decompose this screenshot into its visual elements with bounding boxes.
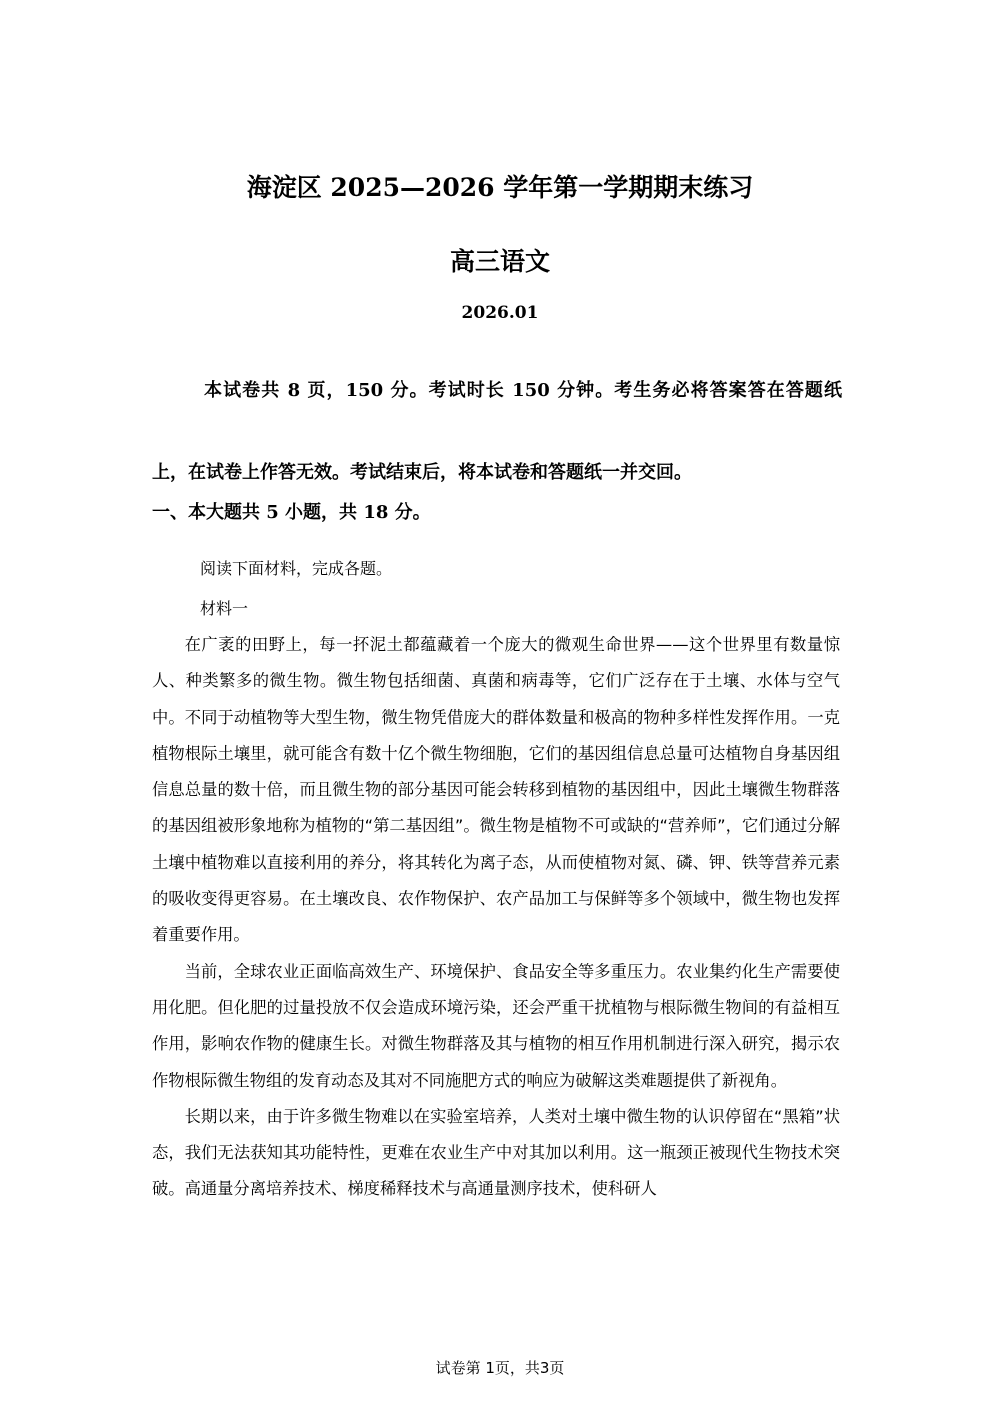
exam-instructions: 本试卷共 8 页，150 分。考试时长 150 分钟。考生务必将答案答在答题纸上，在试卷上作答无效。考试结束后，将本试卷和答题纸一并交回。 [152, 380, 842, 483]
paragraph: 在广袤的田野上，每一抔泥土都蕴藏着一个庞大的微观生命世界——这个世界里有数量惊人、种类繁多的微生物。微生物包括细菌、真菌和病毒等，它们广泛存在于土壤、水体与空气中。不同于动植物等大型生物，微生物凭借庞大的群体数量和极高的物种多样性发挥作用。一克植物根际土壤里，就可能含有数十亿个微生物细胞，它们的基因组信息总量可达植物自身基因组信息总量的数十倍，而且微生物的部分基因可能会转移到植物的基因组中，因此土壤微生物群落的基因组被形象地称为植物的“第二基因组”。微生物是植物不可或缺的“营养师”，它们通过分解土壤中植物难以直接利用的养分，将其转化为离子态，从而使植物对氮、磷、钾、铁等营养元素的吸收变得更容易。在土壤改良、农作物保护、农产品加工与保鲜等多个领域中，微生物也发挥着重要作用。 [152, 635, 840, 945]
material-text [152, 627, 840, 1208]
paragraph: 长期以来，由于许多微生物难以在实验室培养，人类对土壤中微生物的认识停留在“黑箱”状态，我们无法获知其功能特性，更难在农业生产中对其加以利用。这一瓶颈正被现代生物技术突破。高通量分离培养技术、梯度稀释技术与高通量测序技术，使科研人 [152, 1106, 840, 1199]
exam-title: 海淀区 2025—2026 学年第一学期期末练习 [246, 173, 754, 202]
exam-date: 2026.01 [461, 303, 539, 323]
paragraph: 当前，全球农业正面临高效生产、环境保护、食品安全等多重压力。农业集约化生产需要使用化肥。但化肥的过量投放不仅会造成环境污染，还会严重干扰植物与根际微生物间的有益相互作用，影响农作物的健康生长。对微生物群落及其与植物的相互作用机制进行深入研究，揭示农作物根际微生物组的发育动态及其对不同施肥方式的响应为破解这类难题提供了新视角。 [152, 961, 840, 1090]
material-label: 材料一 [200, 599, 249, 618]
section-heading: 一、本大题共 5 小题，共 18 分。 [152, 502, 431, 523]
reading-prompt: 阅读下面材料，完成各题。 [200, 559, 393, 578]
page-footer: 试卷第 1页，共3页 [435, 1359, 565, 1377]
subject-title: 高三语文 [449, 247, 550, 276]
